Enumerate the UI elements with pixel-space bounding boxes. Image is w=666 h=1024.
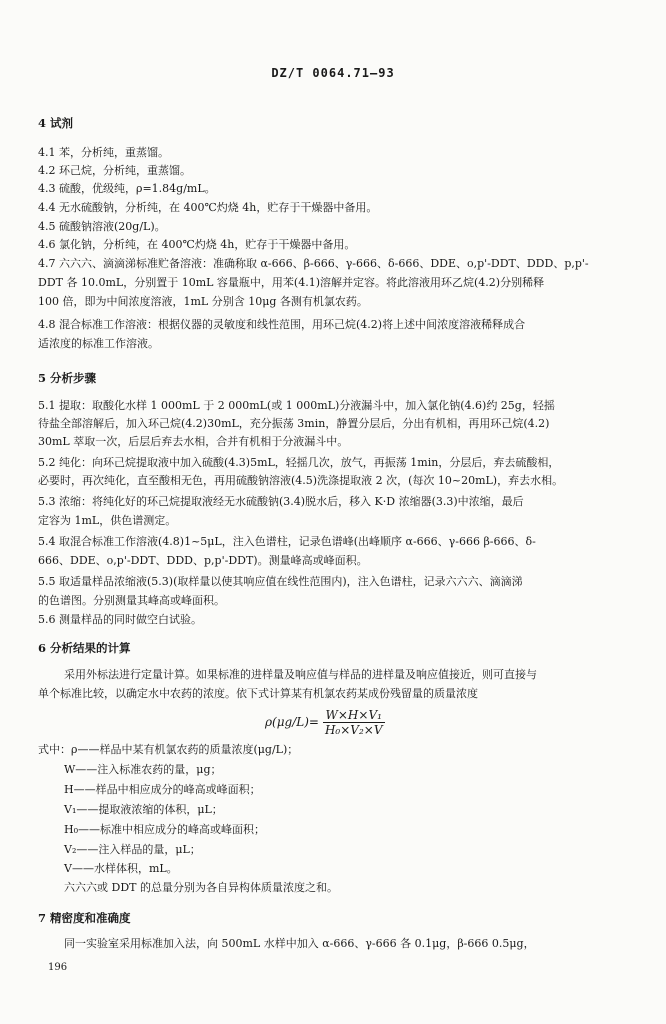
variable-definition: V——水样体积，mL。 — [64, 862, 178, 875]
step-item: 5.6 测量样品的同时做空白试验。 — [38, 613, 202, 626]
reagent-item: 4.7 六六六、滴滴涕标准贮备溶液：准确称取 α-666、β-666、γ-666、δ-666、DDE、o,p'-DDT、DDD、p,p'- — [38, 257, 589, 270]
reagent-item: 4.6 氯化钠，分析纯，在 400℃灼烧 4h，贮存于干燥器中备用。 — [38, 238, 356, 251]
formula-fraction — [322, 708, 386, 737]
reagent-item: 4.5 硫酸钠溶液(20g/L)。 — [38, 220, 166, 233]
calc-intro: 采用外标法进行定量计算。如果标准的进样量及响应值与样品的进样量及响应值接近，则可直接与 — [64, 668, 537, 681]
page-number: 196 — [48, 962, 68, 973]
step-item: 5.5 取适量样品浓缩液(5.3)(取样量以使其响应值在线性范围内)，注入色谱柱，记录六六六、滴滴涕 — [38, 575, 523, 588]
section-7-heading: 7 精密度和准确度 — [38, 911, 131, 925]
variable-definition: W——注入标准农药的量，μg； — [64, 763, 222, 776]
step-item: 5.3 浓缩：将纯化好的环己烷提取液经无水硫酸钠(3.4)脱水后，移入 K·D 浓缩器(3.3)中浓缩，最后 — [38, 495, 524, 508]
variable-definition: V₂——注入样品的量，μL； — [64, 843, 201, 856]
reagent-item: 4.1 苯，分析纯，重蒸馏。 — [38, 146, 169, 159]
variable-definition: H——样品中相应成分的峰高或峰面积； — [64, 783, 261, 796]
formula-lhs: ρ(μg/L)= — [265, 715, 319, 729]
step-item-cont: 30mL 萃取一次，后层后弃去水相，合并有机相于分液漏斗中。 — [38, 435, 349, 448]
section-5-heading: 5 分析步骤 — [38, 371, 97, 385]
reagent-item-cont: 100 倍，即为中间浓度溶液，1mL 分别含 10μg 各测有机氯农药。 — [38, 295, 368, 308]
step-item: 5.4 取混合标准工作溶液(4.8)1~5μL，注入色谱柱，记录色谱峰(出峰顺序 α-666、γ-666 β-666、δ- — [38, 535, 536, 548]
reagent-item-cont: 适浓度的标准工作溶液。 — [38, 337, 159, 350]
section-4-heading: 4 试剂 — [38, 116, 74, 130]
calc-intro-cont: 单个标准比较，以确定水中农药的浓度。依下式计算某有机氯农药某成份残留量的质量浓度 — [38, 687, 478, 700]
step-item-cont: 666、DDE、o,p'-DDT、DDD、p,p'-DDT)。测量峰高或峰面积。 — [38, 554, 368, 567]
variable-definition: V₁——提取液浓缩的体积，μL； — [64, 803, 223, 816]
section-6-heading: 6 分析结果的计算 — [38, 641, 131, 655]
formula-numerator: W×H×V₁ — [323, 708, 385, 723]
variable-definition: H₀——标准中相应成分的峰高或峰面积； — [64, 823, 266, 836]
precision-text: 同一实验室采用标准加入法，向 500mL 水样中加入 α-666、γ-666 各 0.1μg，β-666 0.5μg， — [64, 937, 535, 950]
formula-where: 式中：ρ——样品中某有机氯农药的质量浓度(μg/L)； — [38, 743, 299, 756]
step-item-cont: 待盐全部溶解后，加入环己烷(4.2)30mL，充分振荡 3min，静置分层后，分出有机相，再用环己烷(4.2) — [38, 417, 550, 430]
page-header: DZ/T 0064.71—93 — [271, 66, 395, 80]
reagent-item-cont: DDT 各 10.0mL，分别置于 10mL 容量瓶中，用苯(4.1)溶解并定容。将此溶液用环乙烷(4.2)分别稀释 — [38, 276, 545, 289]
reagent-item: 4.8 混合标准工作溶液：根据仪器的灵敏度和线性范围，用环己烷(4.2)将上述中间浓度溶液稀释成合 — [38, 318, 526, 331]
reagent-item: 4.2 环己烷，分析纯，重蒸馏。 — [38, 164, 191, 177]
formula-denominator: H₀×V₂×V — [324, 722, 383, 737]
step-item: 5.1 提取：取酸化水样 1 000mL 于 2 000mL(或 1 000mL)分液漏斗中，加入氯化钠(4.6)约 25g，轻摇 — [38, 399, 555, 412]
reagent-item: 4.4 无水硫酸钠，分析纯，在 400℃灼烧 4h，贮存于干燥器中备用。 — [38, 201, 378, 214]
concentration-formula — [265, 706, 386, 738]
step-item-cont: 必要时，再次纯化，直至酸相无色，再用硫酸钠溶液(4.5)洗涤提取液 2 次，(每次 10~20mL)，弃去水相。 — [38, 474, 564, 487]
step-item: 5.2 纯化：向环己烷提取液中加入硫酸(4.3)5mL，轻摇几次，放气，再振荡 1min，分层后，弃去硫酸相， — [38, 456, 560, 469]
total-note: 六六六或 DDT 的总量分别为各自异构体质量浓度之和。 — [64, 881, 338, 894]
step-item-cont: 定容为 1mL，供色谱测定。 — [38, 514, 177, 527]
step-item-cont: 的色谱图。分别测量其峰高或峰面积。 — [38, 594, 225, 607]
reagent-item: 4.3 硫酸，优级纯，ρ=1.84g/mL。 — [38, 182, 216, 195]
